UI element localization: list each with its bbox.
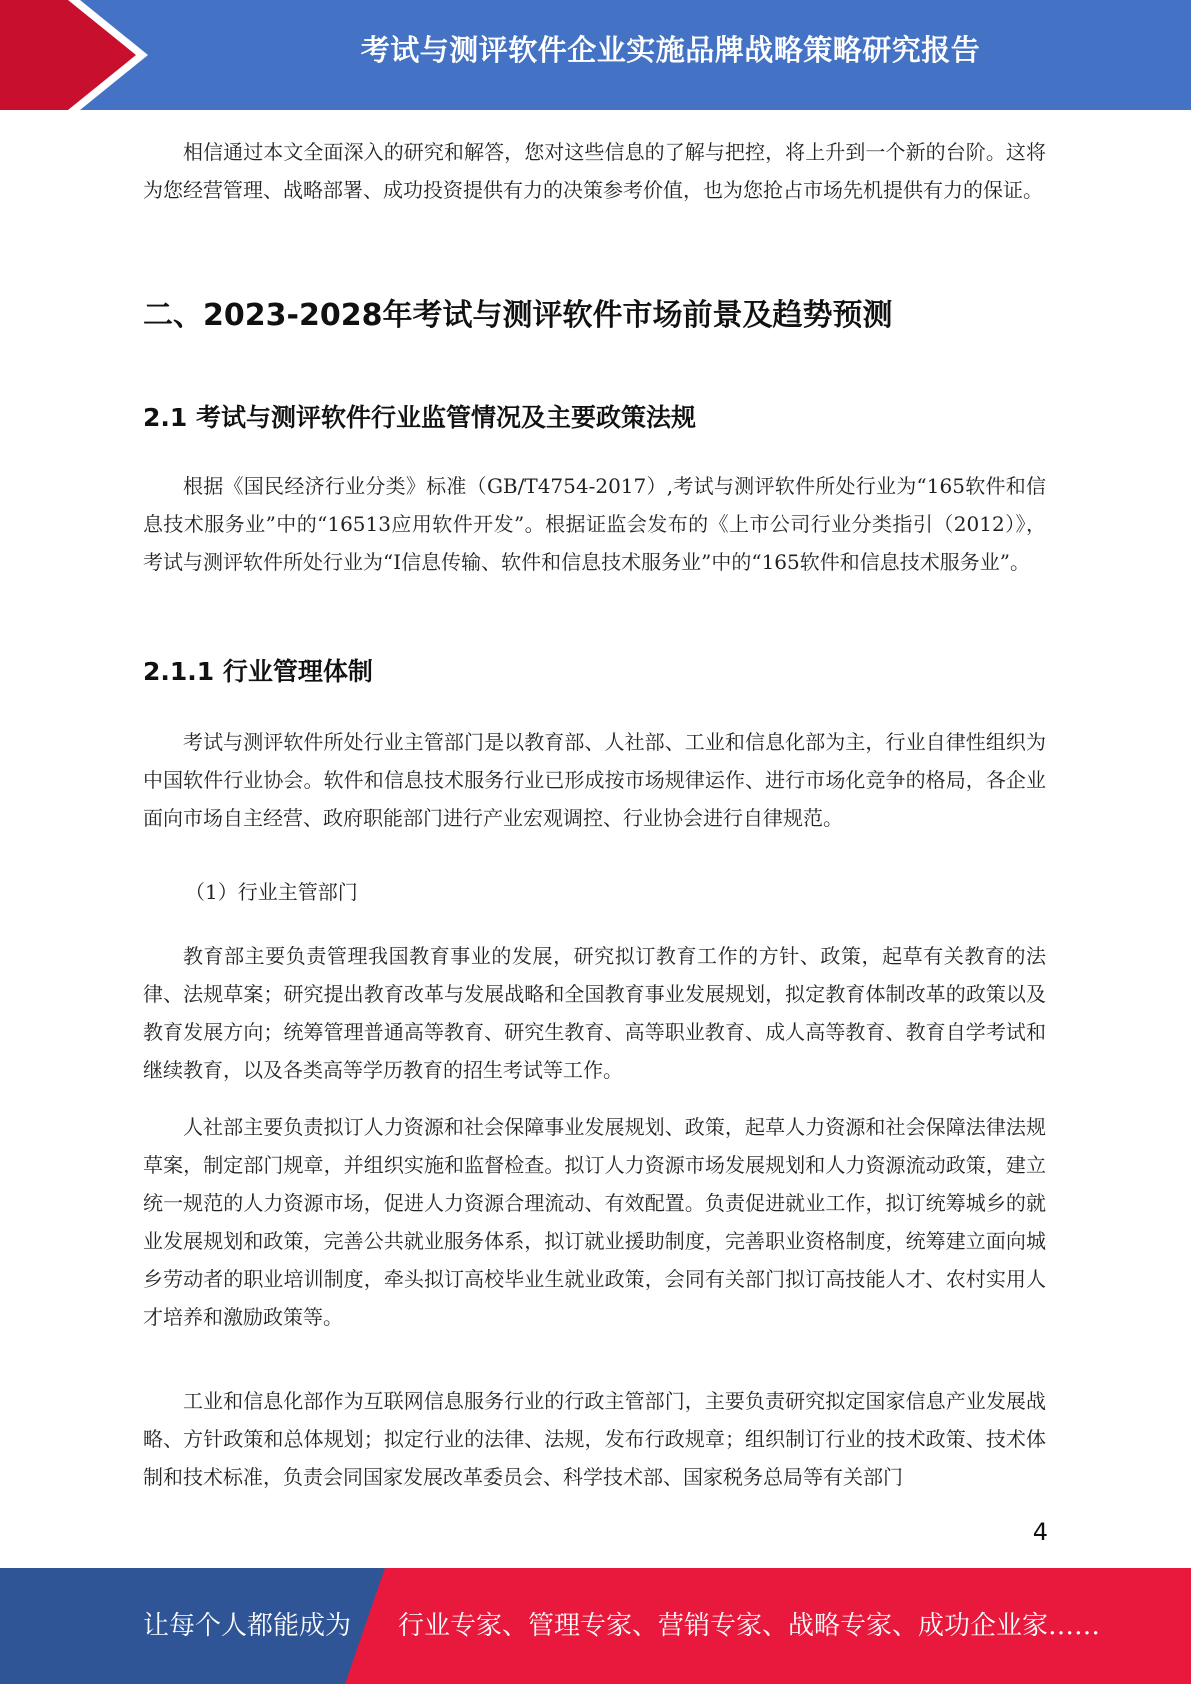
subsection-title: 2.1 考试与测评软件行业监管情况及主要政策法规 bbox=[143, 403, 696, 432]
intro-section bbox=[143, 133, 1046, 209]
management-section bbox=[143, 723, 1046, 837]
footer-slogan-left: 让每个人都能成为 bbox=[143, 1611, 352, 1641]
item-label: （1）行业主管部门 bbox=[185, 880, 358, 904]
education-section bbox=[143, 937, 1046, 1089]
intro-paragraph: 相信通过本文全面深入的研究和解答，您对这些信息的了解与把控，将上升到一个新的台阶。这将为您经营管理、战略部署、成功投资提供有力的决策参考价值，也为您抢占市场先机提供有力的保证。 bbox=[143, 140, 1046, 202]
footer-slogan-right: 行业专家、管理专家、营销专家、战略专家、成功企业家…… bbox=[398, 1611, 1101, 1641]
classification-section bbox=[143, 467, 1046, 581]
report-title: 考试与测评软件企业实施品牌战略策略研究报告 bbox=[360, 33, 981, 67]
education-paragraph: 教育部主要负责管理我国教育事业的发展，研究拟订教育工作的方针、政策，起草有关教育的法律、法规草案；研究提出教育改革与发展战略和全国教育事业发展规划，拟定教育体制改革的政策以及教育发展方向；统筹管理普通高等教育、研究生教育、高等职业教育、成人高等教育、教育自学考试和继续教育，以及各类高等学历教育的招生考试等工作。 bbox=[143, 944, 1046, 1082]
classification-paragraph: 根据《国民经济行业分类》标准（GB/T4754-2017）,考试与测评软件所处行业为“165软件和信息技术服务业”中的“16513应用软件开发”。根据证监会发布的《上市公司行业分类指引（2012）》，考试与测评软件所处行业为“I信息传输、软件和信息技术服务业”中的“165软件和信息技术服务业”。 bbox=[143, 474, 1046, 574]
hr-paragraph: 人社部主要负责拟订人力资源和社会保障事业发展规划、政策，起草人力资源和社会保障法律法规草案，制定部门规章，并组织实施和监督检查。拟订人力资源市场发展规划和人力资源流动政策，建立统一规范的人力资源市场，促进人力资源合理流动、有效配置。负责促进就业工作，拟订统筹城乡的就业发展规划和政策，完善公共就业服务体系，拟订就业援助制度，完善职业资格制度，统筹建立面向城乡劳动者的职业培训制度，牵头拟订高校毕业生就业政策，会同有关部门拟订高技能人才、农村实用人才培养和激励政策等。 bbox=[143, 1115, 1046, 1329]
hr-section bbox=[143, 1108, 1046, 1336]
management-paragraph: 考试与测评软件所处行业主管部门是以教育部、人社部、工业和信息化部为主，行业自律性组织为中国软件行业协会。软件和信息技术服务行业已形成按市场规律运作、进行市场化竞争的格局，各企业面向市场自主经营、政府职能部门进行产业宏观调控、行业协会进行自律规范。 bbox=[143, 730, 1046, 830]
subsubsection-title: 2.1.1 行业管理体制 bbox=[143, 657, 373, 686]
page-header bbox=[0, 0, 1191, 110]
miit-section bbox=[143, 1382, 1046, 1496]
page-footer bbox=[0, 1568, 1191, 1684]
section-title: 二、2023-2028年考试与测评软件市场前景及趋势预测 bbox=[143, 298, 893, 333]
page-number: 4 bbox=[1032, 1518, 1048, 1546]
miit-paragraph: 工业和信息化部作为互联网信息服务行业的行政主管部门，主要负责研究拟定国家信息产业发展战略、方针政策和总体规划；拟定行业的法律、法规，发布行政规章；组织制订行业的技术政策、技术体制和技术标准，负责会同国家发展改革委员会、科学技术部、国家税务总局等有关部门 bbox=[143, 1389, 1046, 1489]
